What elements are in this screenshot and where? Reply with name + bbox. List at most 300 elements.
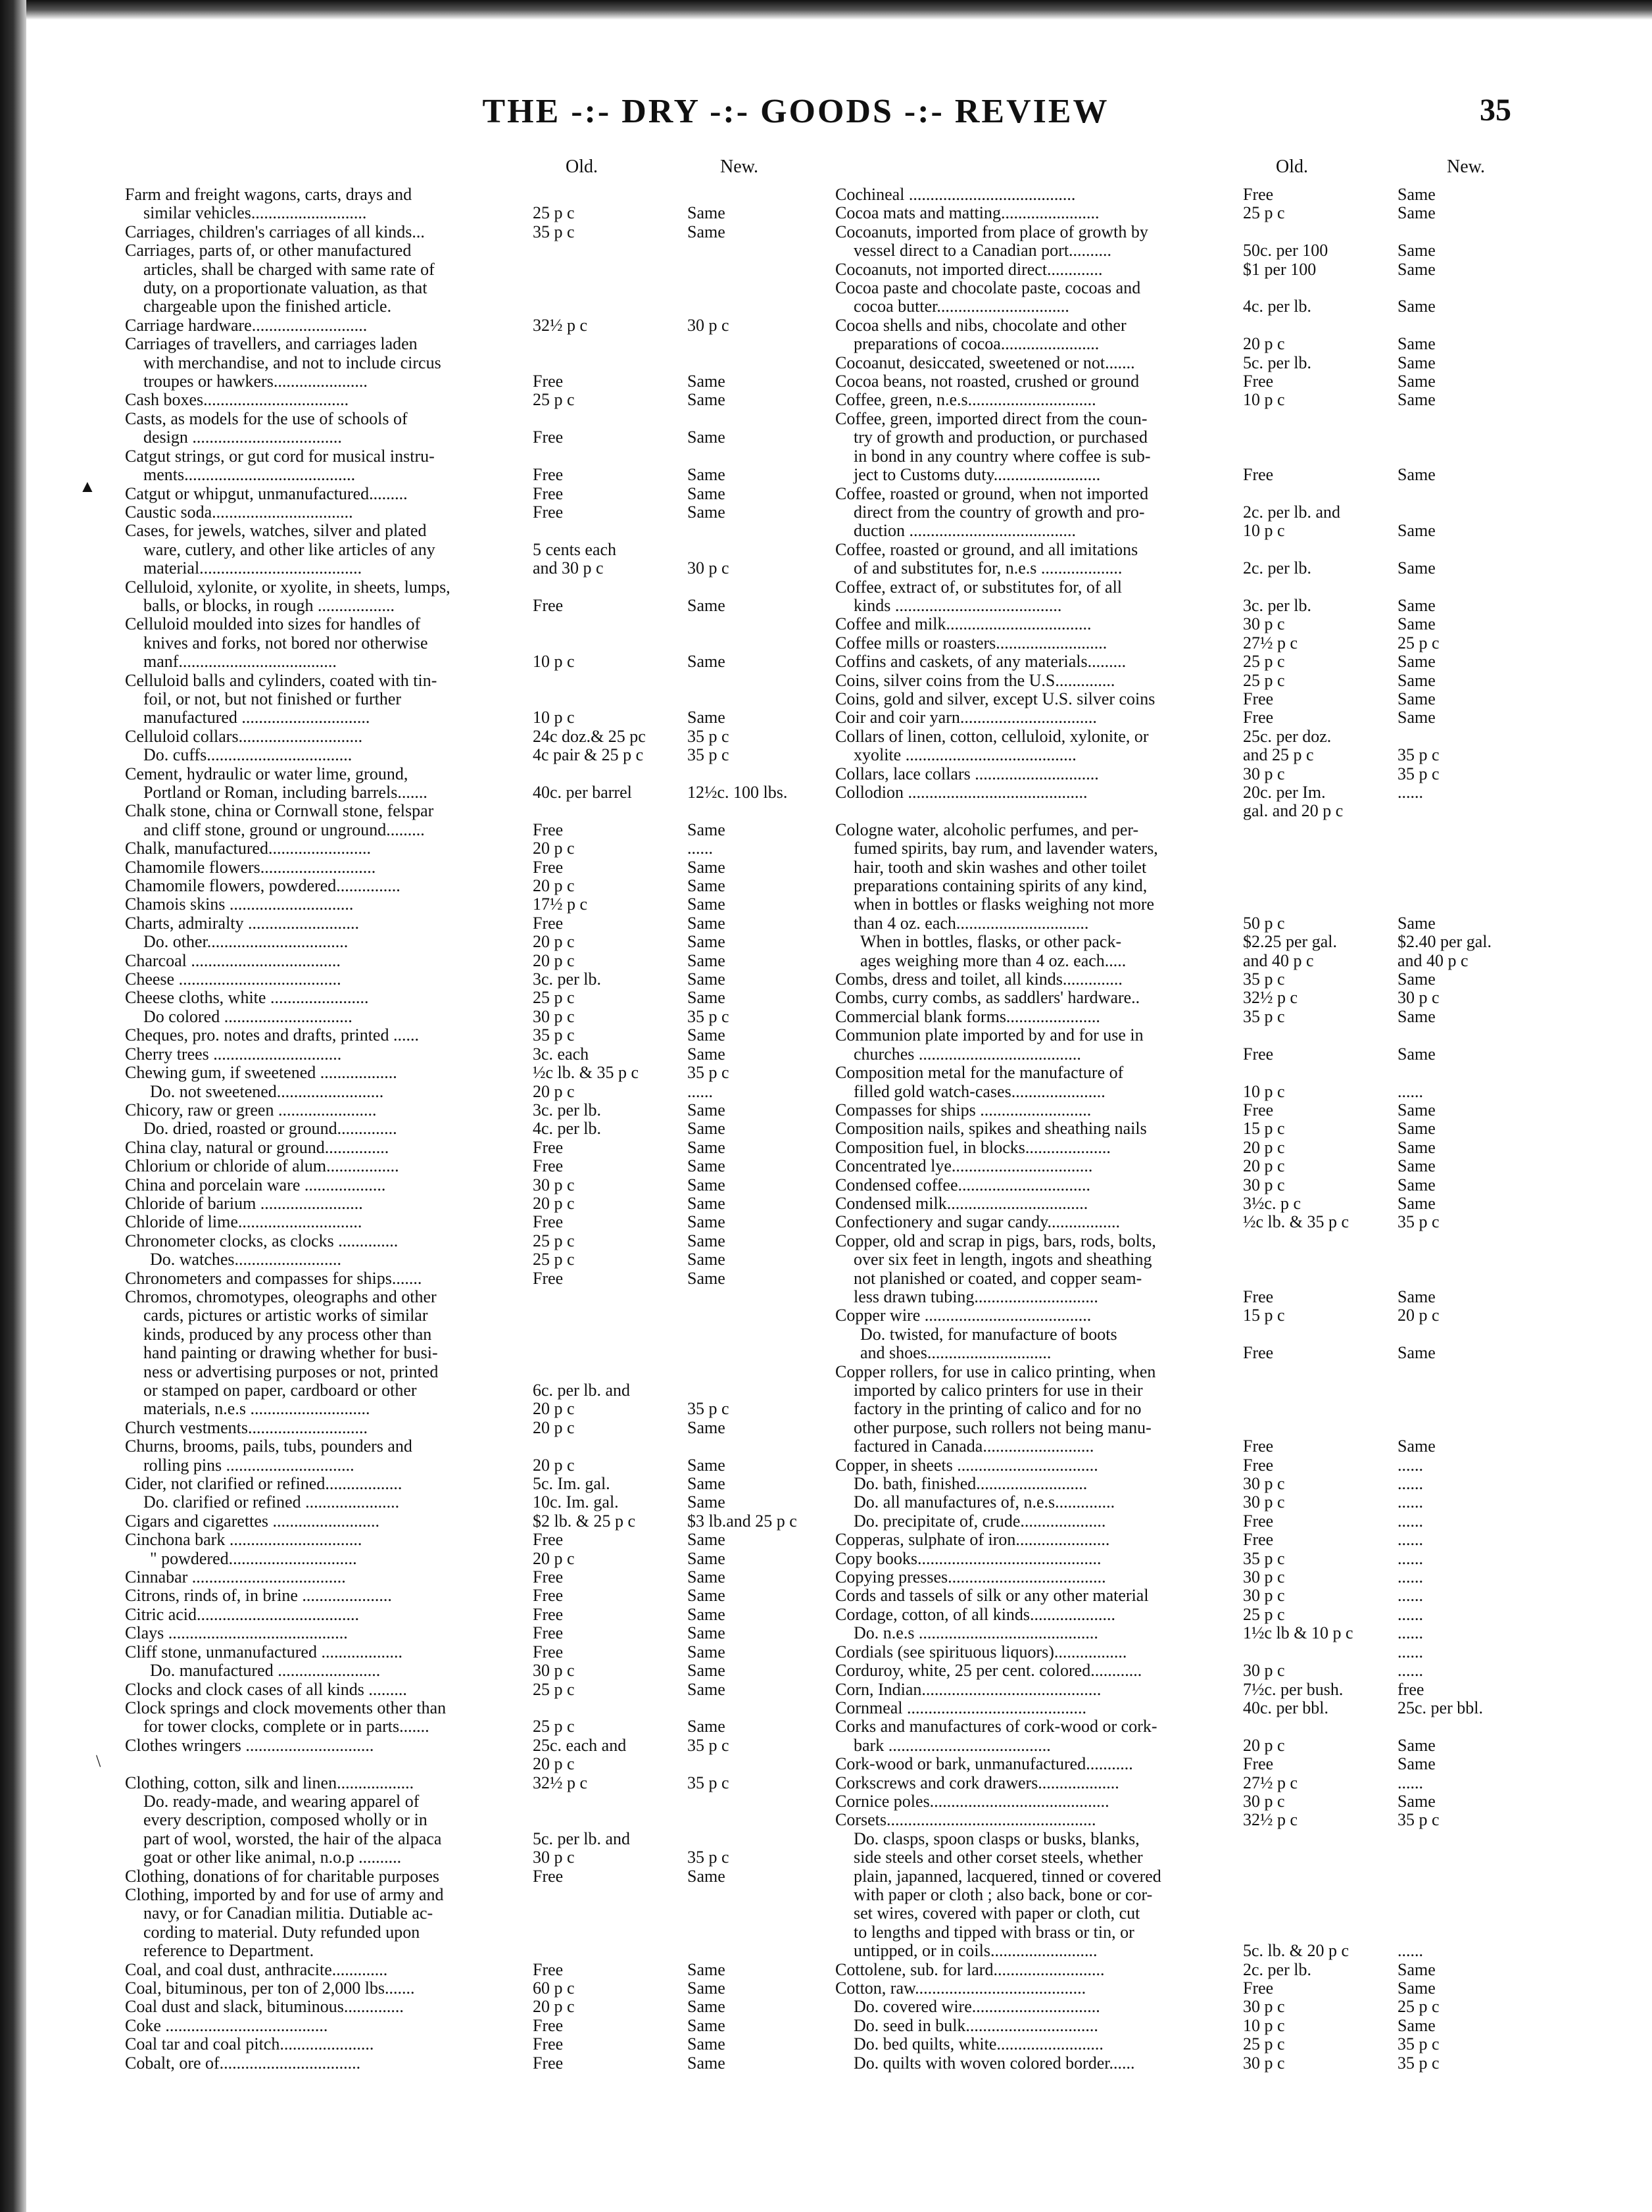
tariff-row — [835, 241, 1539, 260]
new-rate: 25c. per bbl. — [1397, 1698, 1483, 1717]
old-rate: Free — [533, 1212, 564, 1232]
old-rate: Free — [533, 2053, 564, 2073]
tariff-item: Copperas, sulphate of iron...................... — [835, 1530, 1110, 1550]
tariff-row — [125, 1681, 829, 1699]
old-rate: Free — [1243, 1044, 1274, 1064]
old-rate: 50c. per 100 — [1243, 241, 1328, 260]
new-rate: ...... — [1397, 1661, 1423, 1681]
tariff-row — [835, 559, 1539, 578]
tariff-row — [835, 447, 1539, 466]
tariff-item: Condensed coffee............................... — [835, 1175, 1091, 1194]
tariff-item: Do. seed in bulk............................... — [854, 2015, 1098, 2035]
new-rate: ...... — [1397, 1530, 1423, 1550]
tariff-item: China clay, natural or ground............... — [125, 1137, 389, 1157]
tariff-row — [125, 952, 829, 970]
new-rate: ...... — [1397, 1604, 1423, 1624]
tariff-row — [835, 1586, 1539, 1605]
tariff-item: Compasses for ships .......................... — [835, 1100, 1092, 1119]
new-rate: Same — [687, 1642, 725, 1661]
new-rate: ...... — [1397, 1511, 1423, 1531]
new-rate: Same — [1397, 297, 1436, 316]
tariff-item: Corduroy, white, 25 per cent. colored............ — [835, 1661, 1142, 1681]
tariff-row — [835, 391, 1539, 409]
old-rate: ½c lb. & 35 p c — [533, 1063, 639, 1083]
tariff-row — [125, 1606, 829, 1624]
tariff-item: Copy books........................................... — [835, 1548, 1102, 1568]
tariff-row — [125, 877, 829, 895]
tariff-item: Do. quilts with woven colored border...... — [854, 2053, 1135, 2073]
tariff-row — [125, 1437, 829, 1456]
tariff-row — [835, 765, 1539, 783]
old-rate: 35 p c — [1243, 1006, 1285, 1026]
tariff-row — [125, 615, 829, 633]
tariff-row — [835, 1232, 1539, 1250]
tariff-row — [835, 970, 1539, 989]
page-header — [0, 92, 1652, 138]
tariff-row — [125, 1661, 829, 1680]
old-rate: 25 p c — [1243, 203, 1285, 223]
tariff-row — [125, 1400, 829, 1418]
tariff-row — [835, 914, 1539, 933]
old-rate: Free — [533, 1586, 564, 1606]
old-rate: 30 p c — [1243, 1175, 1285, 1194]
old-rate: 3c. per lb. — [533, 970, 601, 989]
tariff-item: Corsets................................................. — [835, 1810, 1096, 1830]
tariff-item: Copper wire ....................................... — [835, 1306, 1092, 1325]
old-rate: 30 p c — [1243, 614, 1285, 634]
tariff-item: knives and forks, not bored nor otherwise — [143, 633, 428, 652]
tariff-item: Cement, hydraulic or water lime, ground, — [125, 764, 408, 783]
old-rate: 3c. per lb. — [533, 1100, 601, 1119]
old-rate: 10 p c — [533, 652, 575, 672]
tariff-item: Chlorium or chloride of alum................. — [125, 1156, 399, 1176]
tariff-row — [125, 1157, 829, 1175]
new-rate: Same — [687, 372, 725, 391]
old-rate: 10 p c — [533, 708, 575, 727]
tariff-row — [835, 1942, 1539, 1960]
tariff-item: Cordials (see spirituous liquors)................. — [835, 1642, 1127, 1661]
new-rate-heading: New. — [1447, 157, 1486, 177]
tariff-item: Chloride of barium ........................ — [125, 1193, 363, 1213]
old-rate: gal. and 20 p c — [1243, 801, 1344, 821]
old-rate: 20 p c — [533, 950, 575, 970]
new-rate: 12½c. 100 lbs. — [687, 783, 788, 802]
tariff-item: Collars of linen, cotton, celluloid, xylonite, or — [835, 726, 1149, 746]
tariff-item: not planished or coated, and copper seam- — [854, 1268, 1142, 1288]
old-rate: 30 p c — [1243, 1474, 1285, 1494]
tariff-item: Composition fuel, in blocks.................... — [835, 1137, 1111, 1157]
tariff-row — [125, 1119, 829, 1138]
tariff-item: with merchandise, and not to include circus — [143, 353, 441, 372]
tariff-row — [125, 1026, 829, 1045]
old-rate: Free — [533, 1623, 564, 1643]
tariff-item: Cheese cloths, white ....................... — [125, 988, 369, 1008]
old-rate: Free — [533, 1268, 564, 1288]
new-rate: Same — [687, 1250, 725, 1269]
tariff-item: Cheques, pro. notes and drafts, printed ...... — [125, 1025, 419, 1045]
tariff-row — [835, 260, 1539, 279]
tariff-item: Carriages, parts of, or other manufactured — [125, 241, 412, 260]
old-rate: Free — [533, 1530, 564, 1550]
tariff-item: set wires, covered with paper or cloth, cut — [854, 1904, 1140, 1923]
tariff-item: Concentrated lye................................. — [835, 1156, 1093, 1176]
tariff-item: Do. clarified or refined ...................... — [143, 1492, 400, 1512]
old-rate: 30 p c — [1243, 1492, 1285, 1512]
tariff-row — [125, 652, 829, 671]
new-rate: 20 p c — [1397, 1306, 1440, 1325]
tariff-row — [835, 746, 1539, 764]
tariff-item: rolling pins .............................. — [143, 1455, 354, 1475]
tariff-row — [835, 541, 1539, 559]
tariff-row — [835, 1661, 1539, 1680]
new-rate: Same — [1397, 1044, 1436, 1064]
tariff-row — [125, 241, 829, 260]
tariff-row — [125, 522, 829, 540]
tariff-item: when in bottles or flasks weighing not more — [854, 895, 1155, 914]
tariff-row — [835, 989, 1539, 1007]
new-rate: Same — [1397, 1119, 1436, 1139]
new-rate: Same — [687, 1175, 725, 1194]
new-rate: Same — [1397, 1193, 1436, 1213]
tariff-item: materials, n.e.s ............................ — [143, 1399, 370, 1419]
tariff-item: Chewing gum, if sweetened .................. — [125, 1063, 397, 1083]
tariff-item: Do. ready-made, and wearing apparel of — [143, 1791, 420, 1811]
tariff-item: chargeable upon the finished article. — [143, 297, 392, 316]
tariff-item: untipped, or in coils......................... — [854, 1941, 1098, 1961]
tariff-item: Cash boxes.................................. — [125, 390, 349, 410]
tariff-row — [835, 428, 1539, 447]
tariff-item: Celluloid, xylonite, or xyolite, in sheets, lumps, — [125, 577, 450, 597]
old-rate: 17½ p c — [533, 895, 588, 914]
new-rate: Same — [687, 1025, 725, 1045]
tariff-item: over six feet in length, ingots and sheathing — [854, 1250, 1152, 1269]
old-rate: Free — [533, 820, 564, 839]
tariff-item: Cords and tassels of silk or any other material — [835, 1586, 1149, 1606]
new-rate: Same — [687, 1567, 725, 1587]
tariff-item: design ................................... — [143, 428, 342, 447]
tariff-row — [835, 1792, 1539, 1811]
tariff-row — [125, 783, 829, 802]
left-tariff-list — [125, 185, 829, 2073]
tariff-row — [835, 1437, 1539, 1456]
tariff-row — [125, 1475, 829, 1493]
old-rate: 25 p c — [1243, 652, 1285, 672]
old-rate: 25 p c — [1243, 670, 1285, 690]
new-rate: Same — [1397, 465, 1436, 485]
tariff-row — [835, 297, 1539, 316]
tariff-item: kinds, produced by any process other than — [143, 1324, 432, 1344]
new-rate: Same — [1397, 521, 1436, 541]
tariff-row — [835, 1606, 1539, 1624]
new-rate: Same — [687, 988, 725, 1008]
tariff-row — [835, 1979, 1539, 1998]
tariff-item: Chloride of lime............................. — [125, 1212, 362, 1232]
old-rate: Free — [1243, 465, 1274, 485]
old-rate: Free — [1243, 1530, 1274, 1550]
old-rate: 30 p c — [533, 1661, 575, 1681]
tariff-item: Cheese ...................................... — [125, 970, 341, 989]
page-number: 35 — [1480, 93, 1511, 128]
old-rate: Free — [533, 2034, 564, 2054]
old-rate: 10 p c — [1243, 1081, 1285, 1101]
new-rate: Same — [687, 2034, 725, 2054]
new-rate: Same — [687, 1417, 725, 1437]
old-rate: 30 p c — [1243, 2053, 1285, 2073]
old-rate: 25 p c — [533, 390, 575, 410]
old-rate: 35 p c — [533, 1025, 575, 1045]
tariff-item: navy, or for Canadian militia. Dutiable ac- — [143, 1904, 433, 1923]
old-rate: Free — [533, 483, 564, 503]
tariff-item: Do. twisted, for manufacture of boots — [860, 1324, 1117, 1344]
old-rate: 20 p c — [533, 876, 575, 896]
tariff-row — [125, 1139, 829, 1157]
new-rate: Same — [687, 1455, 725, 1475]
tariff-row — [835, 2035, 1539, 2053]
tariff-row — [835, 185, 1539, 204]
old-rate: Free — [1243, 1979, 1274, 1998]
tariff-row — [125, 2017, 829, 2035]
new-rate: 35 p c — [687, 1735, 729, 1755]
tariff-row — [835, 466, 1539, 484]
new-rate: Same — [1397, 595, 1436, 615]
tariff-row — [125, 1942, 829, 1960]
new-rate: ...... — [1397, 1548, 1423, 1568]
new-rate: Same — [1397, 670, 1436, 690]
tariff-row — [125, 541, 829, 559]
old-rate: Free — [1243, 708, 1274, 727]
new-rate: 30 p c — [1397, 988, 1440, 1008]
tariff-item: hair, tooth and skin washes and other toilet — [854, 857, 1147, 877]
tariff-row — [125, 1755, 829, 1773]
new-rate: Same — [687, 708, 725, 727]
old-rate: Free — [1243, 1100, 1274, 1119]
old-rate: 30 p c — [1243, 1586, 1285, 1606]
tariff-row — [125, 1792, 829, 1811]
tariff-row — [125, 1531, 829, 1549]
new-rate: Same — [1397, 970, 1436, 989]
tariff-item: every description, composed wholly or in — [143, 1810, 427, 1830]
new-rate: Same — [687, 1156, 725, 1176]
new-rate: 35 p c — [1397, 1212, 1440, 1232]
new-rate: 25 p c — [1397, 633, 1440, 652]
new-rate: Same — [687, 1119, 725, 1139]
old-rate: 10 p c — [1243, 2015, 1285, 2035]
old-rate: 2c. per lb. — [1243, 1959, 1311, 1979]
tariff-row — [125, 690, 829, 708]
new-rate: Same — [1397, 372, 1436, 391]
left-column — [125, 158, 829, 2073]
old-rate: and 40 p c — [1243, 950, 1314, 970]
tariff-item: xyolite ........................................ — [854, 745, 1077, 765]
tariff-row — [835, 1250, 1539, 1269]
tariff-row — [835, 802, 1539, 820]
new-rate: Same — [1397, 913, 1436, 933]
new-rate: ...... — [1397, 1642, 1423, 1661]
tariff-item: Do. manufactured ........................ — [150, 1661, 381, 1681]
tariff-row — [125, 1064, 829, 1082]
tariff-item: Cocoa beans, not roasted, crushed or ground — [835, 372, 1140, 391]
tariff-row — [125, 1979, 829, 1998]
old-rate: Free — [533, 1567, 564, 1587]
new-rate: ...... — [1397, 1492, 1423, 1512]
new-rate: Same — [687, 932, 725, 952]
tariff-item: Do. cuffs.................................. — [143, 745, 352, 765]
tariff-row — [835, 1923, 1539, 1942]
tariff-row — [835, 372, 1539, 391]
new-rate: Same — [1397, 689, 1436, 708]
new-rate: ...... — [1397, 1567, 1423, 1587]
old-rate: 25 p c — [533, 203, 575, 223]
old-rate: 40c. per barrel — [533, 783, 632, 802]
new-rate: ...... — [1397, 1773, 1423, 1792]
new-rate: Same — [687, 913, 725, 933]
tariff-row — [835, 316, 1539, 335]
tariff-item: Caustic soda................................. — [125, 502, 353, 522]
tariff-item: Coffee and milk.................................. — [835, 614, 1092, 634]
old-rate: Free — [1243, 1754, 1274, 1774]
new-rate: Same — [1397, 1156, 1436, 1176]
tariff-item: Clothing, donations of for charitable purposes — [125, 1866, 440, 1886]
old-rate: Free — [533, 1137, 564, 1157]
tariff-row — [835, 1475, 1539, 1493]
old-rate: 20 p c — [533, 1455, 575, 1475]
tariff-row — [835, 1531, 1539, 1549]
tariff-row — [835, 1550, 1539, 1568]
new-rate: Same — [687, 895, 725, 914]
tariff-row — [835, 1699, 1539, 1717]
old-rate: 50 p c — [1243, 913, 1285, 933]
tariff-row — [835, 821, 1539, 839]
tariff-item: goat or other like animal, n.o.p .......... — [143, 1848, 402, 1867]
tariff-item: Corks and manufactures of cork-wood or cork- — [835, 1717, 1157, 1736]
tariff-row — [125, 765, 829, 783]
tariff-row — [125, 914, 829, 933]
old-rate: 25 p c — [533, 1717, 575, 1736]
tariff-row — [835, 503, 1539, 522]
tariff-row — [125, 372, 829, 391]
tariff-row — [835, 1755, 1539, 1773]
tariff-row — [835, 652, 1539, 671]
tariff-row — [835, 1288, 1539, 1306]
old-rate: 32½ p c — [1243, 1810, 1298, 1830]
new-rate: Same — [1397, 652, 1436, 672]
tariff-row — [835, 223, 1539, 241]
tariff-item: or stamped on paper, cardboard or other — [143, 1381, 417, 1400]
tariff-row — [125, 410, 829, 428]
tariff-item: Carriages, children's carriages of all kinds... — [125, 222, 425, 241]
new-rate: ...... — [1397, 1941, 1423, 1961]
tariff-row — [835, 1119, 1539, 1138]
new-rate: Same — [687, 1959, 725, 1979]
new-rate: Same — [687, 1623, 725, 1643]
tariff-item: Copper, in sheets ................................. — [835, 1455, 1098, 1475]
tariff-item: Clocks and clock cases of all kinds ......... — [125, 1679, 407, 1699]
tariff-item: Composition nails, spikes and sheathing nails — [835, 1119, 1147, 1139]
tariff-item: balls, or blocks, in rough .................. — [143, 595, 395, 615]
tariff-row — [125, 578, 829, 597]
tariff-item: Coal tar and coal pitch...................... — [125, 2034, 374, 2054]
tariff-row — [125, 559, 829, 578]
tariff-row — [125, 746, 829, 764]
tariff-row — [125, 354, 829, 372]
tariff-row — [125, 802, 829, 820]
old-rate: 5c. per lb. — [1243, 353, 1311, 372]
tariff-row — [835, 1830, 1539, 1848]
new-rate: 30 p c — [687, 315, 729, 335]
old-rate: 20 p c — [533, 1754, 575, 1774]
tariff-item: Cocoa paste and chocolate paste, cocoas and — [835, 278, 1141, 298]
tariff-item: Do. all manufactures of, n.e.s.............. — [854, 1492, 1115, 1512]
new-rate: Same — [1397, 1791, 1436, 1811]
tariff-item: preparations containing spirits of any kind, — [854, 876, 1148, 896]
tariff-row — [125, 1699, 829, 1717]
tariff-row — [125, 466, 829, 484]
tariff-item: reference to Department. — [143, 1941, 314, 1961]
old-rate: 20 p c — [533, 839, 575, 858]
tariff-row — [125, 1101, 829, 1119]
old-rate: 20 p c — [1243, 1137, 1285, 1157]
old-rate: 2c. per lb. and — [1243, 502, 1341, 522]
tariff-item: Confectionery and sugar candy................. — [835, 1212, 1120, 1232]
tariff-row — [125, 597, 829, 615]
old-rate: 5c. per lb. and — [533, 1829, 631, 1848]
tariff-item: Churns, brooms, pails, tubs, pounders and — [125, 1437, 412, 1456]
tariff-item: plain, japanned, lacquered, tinned or covered — [854, 1866, 1161, 1886]
old-rate-heading: Old. — [566, 157, 598, 177]
tariff-item: Cliff stone, unmanufactured ................... — [125, 1642, 402, 1661]
old-rate: Free — [533, 913, 564, 933]
tariff-item: Combs, curry combs, as saddlers' hardware.. — [835, 988, 1140, 1008]
tariff-row — [125, 1232, 829, 1250]
tariff-item: Celluloid balls and cylinders, coated with tin- — [125, 670, 437, 690]
new-rate: 35 p c — [687, 726, 729, 746]
tariff-row — [835, 634, 1539, 652]
tariff-row — [125, 1830, 829, 1848]
old-rate: 20 p c — [533, 1417, 575, 1437]
tariff-row — [125, 1624, 829, 1642]
tariff-row — [125, 1867, 829, 1886]
new-rate: 35 p c — [687, 1063, 729, 1083]
new-rate: Same — [1397, 1959, 1436, 1979]
tariff-row — [835, 783, 1539, 802]
tariff-item: Carriage hardware........................... — [125, 315, 368, 335]
new-rate: Same — [1397, 1735, 1436, 1755]
tariff-row — [125, 989, 829, 1007]
new-rate: Same — [687, 1979, 725, 1998]
new-rate-heading: New. — [720, 157, 759, 177]
old-rate: 10 p c — [1243, 521, 1285, 541]
old-rate: 32½ p c — [533, 1773, 588, 1792]
tariff-row — [835, 1381, 1539, 1400]
old-rate: Free — [533, 1959, 564, 1979]
tariff-item: ages weighing more than 4 oz. each..... — [860, 950, 1127, 970]
new-rate: Same — [1397, 614, 1436, 634]
old-rate: 2c. per lb. — [1243, 558, 1311, 578]
tariff-item: When in bottles, flasks, or other pack- — [860, 932, 1122, 952]
tariff-item: Cinnabar .................................... — [125, 1567, 346, 1587]
old-rate: 20 p c — [1243, 1156, 1285, 1176]
new-rate: ...... — [1397, 1586, 1423, 1606]
old-rate: Free — [1243, 1287, 1274, 1306]
tariff-item: Coffee, green, imported direct from the coun- — [835, 408, 1148, 428]
tariff-row — [125, 1848, 829, 1867]
left-column-header — [125, 158, 829, 185]
tariff-row — [125, 1643, 829, 1661]
tariff-item: and cliff stone, ground or unground......... — [143, 820, 425, 839]
tariff-row — [835, 1643, 1539, 1661]
new-rate: 35 p c — [687, 745, 729, 765]
tariff-item: less drawn tubing............................. — [854, 1287, 1098, 1306]
